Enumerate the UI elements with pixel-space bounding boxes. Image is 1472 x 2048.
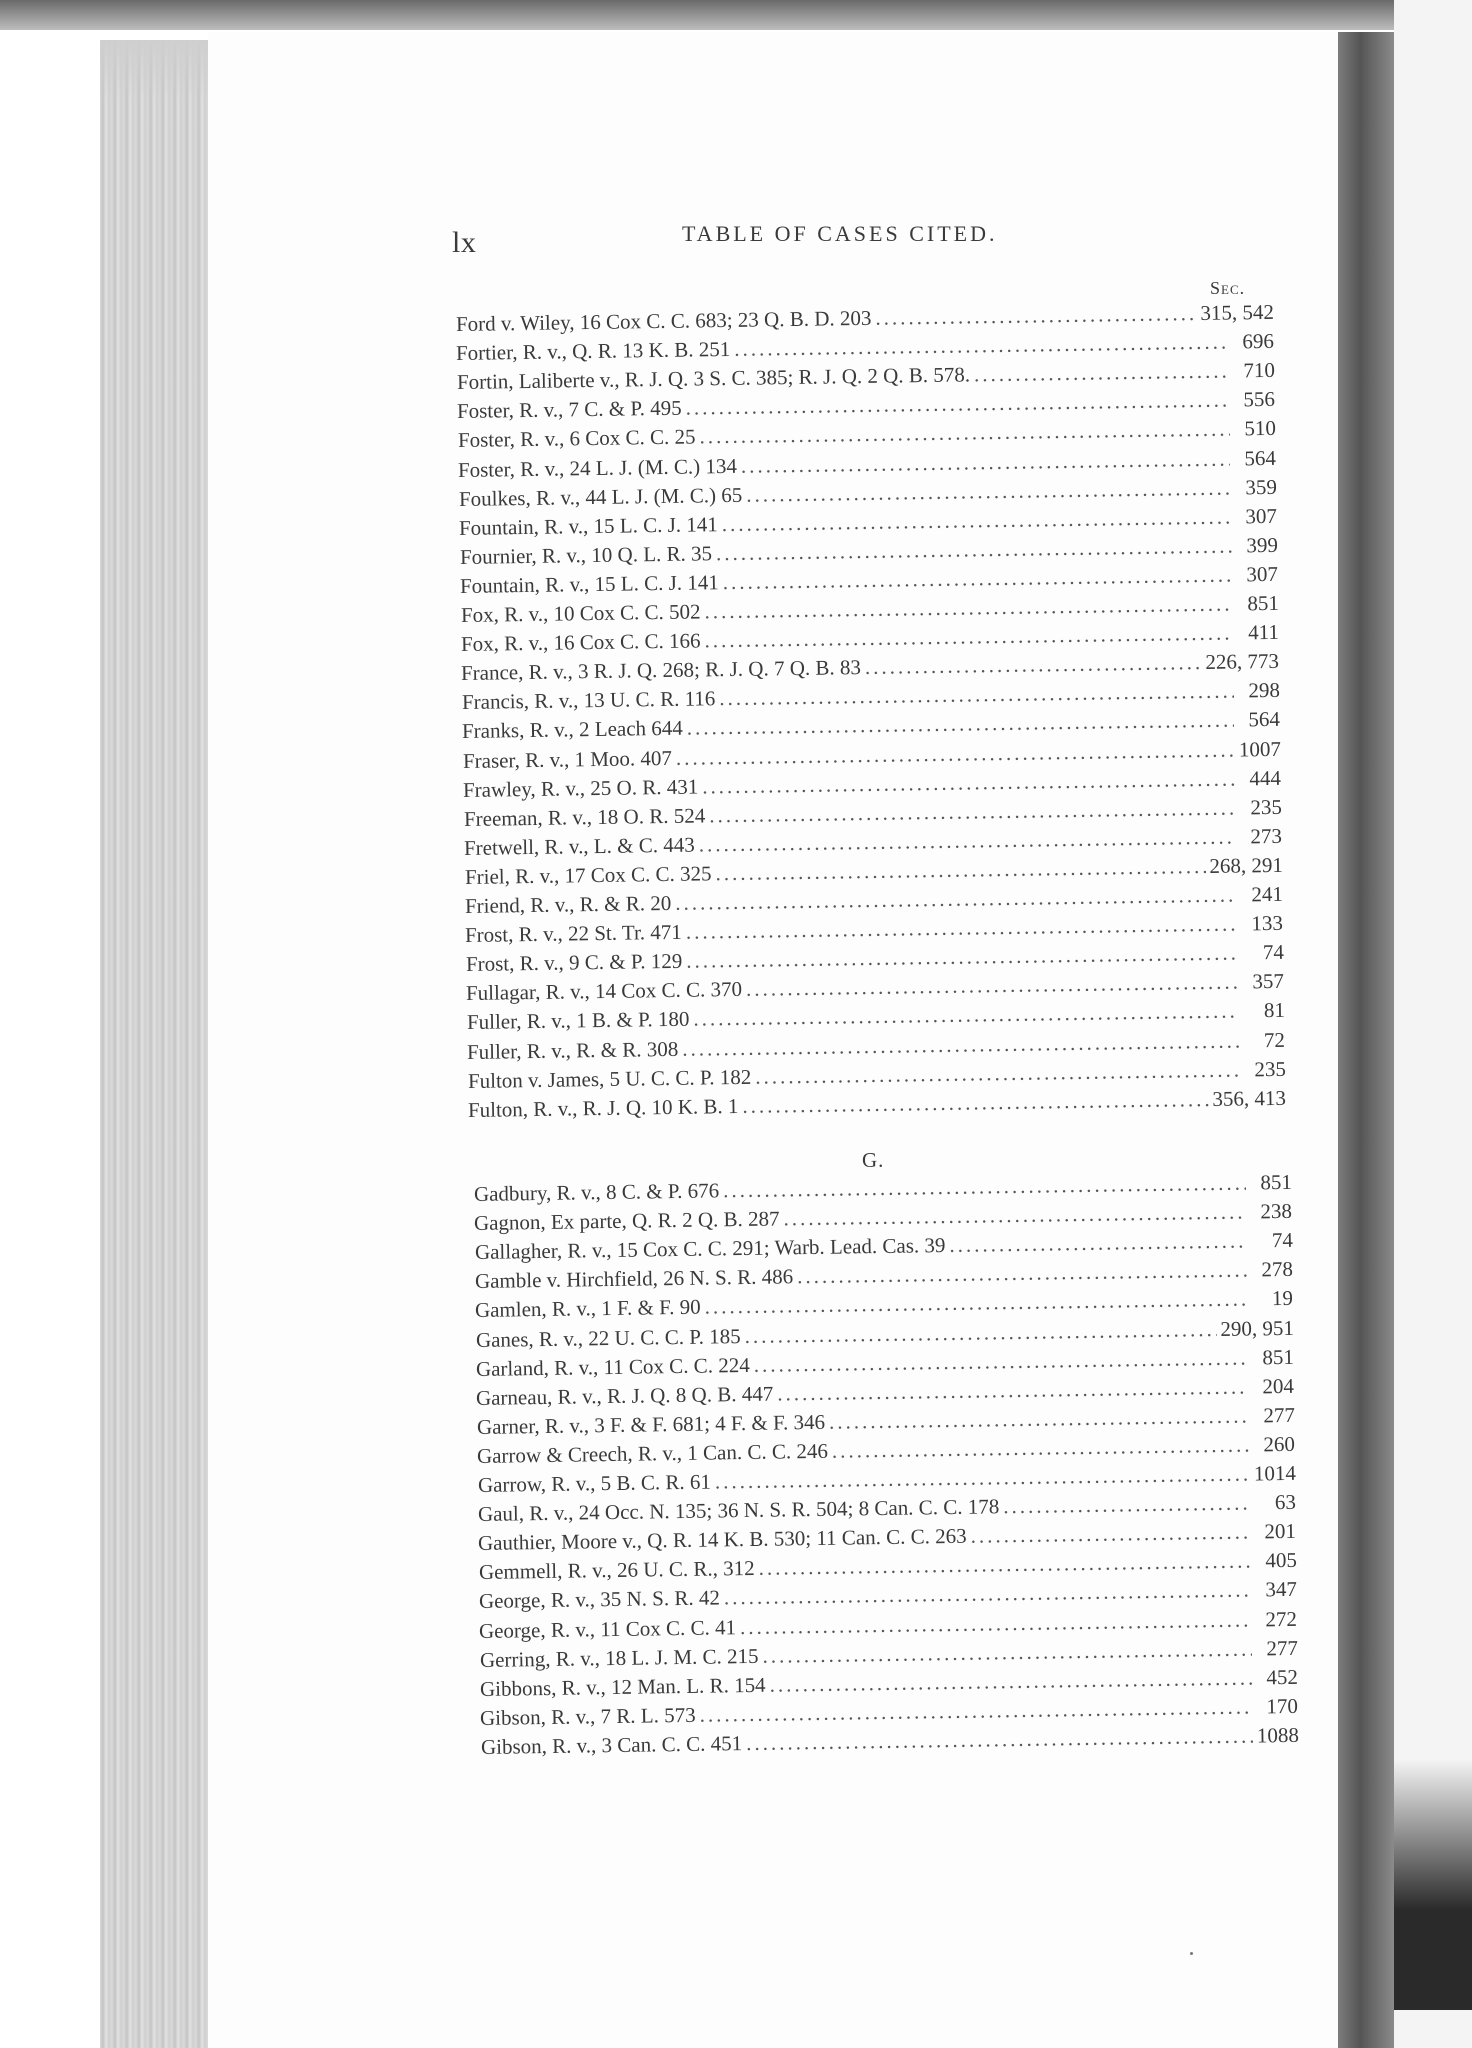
- section-number: 170: [1266, 1693, 1299, 1719]
- dot-leader: [797, 1258, 1247, 1290]
- case-name: Foulkes, R. v., 44 L. J. (M. C.) 65: [458, 482, 743, 511]
- case-name: Friel, R. v., 17 Cox C. C. 325: [464, 861, 712, 889]
- section-number: 444: [1249, 765, 1282, 790]
- case-name: Gaul, R. v., 24 Occ. N. 135; 36 N. S. R. 504; 8 Can. C. C. 178: [477, 1494, 1000, 1527]
- section-number: 74: [1262, 940, 1284, 965]
- dot-leader: [784, 1200, 1247, 1232]
- section-number: 273: [1250, 823, 1283, 849]
- dot-leader: [829, 1403, 1249, 1434]
- case-name: Frost, R. v., 9 C. & P. 129: [465, 948, 683, 977]
- case-name: George, R. v., 35 N. S. R. 42: [478, 1585, 720, 1614]
- section-number: 1088: [1256, 1722, 1299, 1748]
- section-number: 72: [1263, 1027, 1286, 1052]
- case-name: Fountain, R. v., 15 L. C. J. 141: [458, 511, 719, 540]
- case-name: Gibson, R. v., 7 R. L. 573: [480, 1702, 697, 1730]
- section-number: 298: [1248, 678, 1280, 703]
- section-number: 272: [1265, 1606, 1298, 1631]
- page-number: lx: [452, 226, 477, 259]
- section-number: 235: [1249, 794, 1282, 820]
- section-number: 315, 542: [1200, 299, 1275, 325]
- section-column-label: Sec.: [1210, 278, 1246, 298]
- case-name: Fuller, R. v., R. & R. 308: [467, 1036, 679, 1064]
- case-name: Fortin, Laliberte v., R. J. Q. 3 S. C. 385; R. J. Q. 2 Q. B. 578.: [456, 362, 971, 395]
- case-name: Garrow & Creech, R. v., 1 Can. C. C. 246: [476, 1438, 829, 1468]
- case-name: Gadbury, R. v., 8 C. & P. 676: [473, 1178, 720, 1206]
- case-name: Foster, R. v., 6 Cox C. C. 25: [457, 424, 696, 453]
- case-name: Fox, R. v., 16 Cox C. C. 166: [460, 628, 701, 657]
- section-number: 452: [1266, 1664, 1298, 1690]
- section-number: 851: [1246, 590, 1279, 616]
- section-number: 411: [1247, 619, 1279, 645]
- scan-speck: [1190, 1952, 1193, 1955]
- section-number: 851: [1260, 1169, 1293, 1195]
- section-number: 510: [1244, 416, 1276, 441]
- dot-leader: [865, 650, 1202, 680]
- section-number: 399: [1245, 532, 1278, 558]
- case-name: Fretwell, R. v., L. & C. 443: [463, 832, 696, 860]
- section-number: 278: [1261, 1257, 1294, 1282]
- scan-top-edge: [0, 0, 1472, 30]
- section-number: 201: [1264, 1519, 1297, 1544]
- case-name: Gerring, R. v., 18 L. J. M. C. 215: [479, 1643, 759, 1672]
- section-number: 347: [1265, 1577, 1297, 1602]
- case-name: Fulton, R. v., R. J. Q. 10 K. B. 1: [467, 1093, 739, 1122]
- case-name: Franks, R. v., 2 Leach 644: [462, 716, 684, 744]
- dot-leader: [949, 1229, 1247, 1258]
- section-number: 307: [1246, 561, 1279, 587]
- scan-right-bottom-shadow: [1394, 1760, 1472, 2010]
- dot-leader: [974, 359, 1229, 388]
- section-number: 277: [1265, 1635, 1298, 1660]
- section-number: 268, 291: [1208, 852, 1283, 878]
- case-name: Gauthier, Moore v., Q. R. 14 K. B. 530; 11 Can. C. C. 263: [477, 1523, 968, 1556]
- case-name: Gagnon, Ex parte, Q. R. 2 Q. B. 287: [474, 1206, 781, 1236]
- section-number: 260: [1263, 1431, 1296, 1457]
- section-number: 81: [1263, 998, 1285, 1023]
- section-number: 851: [1262, 1344, 1295, 1369]
- section-number: 63: [1274, 1489, 1296, 1515]
- section-number: 74: [1271, 1228, 1293, 1253]
- section-number: 277: [1263, 1402, 1295, 1428]
- book-page-edges: [100, 40, 208, 2048]
- case-name: Fulton v. James, 5 U. C. C. P. 182: [467, 1064, 752, 1093]
- case-name: Garrow, R. v., 5 B. C. R. 61: [477, 1469, 711, 1497]
- case-name: Garneau, R. v., R. J. Q. 8 Q. B. 447: [476, 1381, 774, 1410]
- case-name: Frost, R. v., 22 St. Tr. 471: [465, 919, 683, 948]
- case-name: Gamlen, R. v., 1 F. & F. 90: [475, 1295, 702, 1323]
- section-number: 564: [1244, 445, 1277, 470]
- case-name: Ford v. Wiley, 16 Cox C. C. 683; 23 Q. B. D. 203: [455, 305, 872, 336]
- case-name: Friend, R. v., R. & R. 20: [464, 890, 672, 918]
- section-number: 307: [1245, 503, 1278, 529]
- section-number: 1014: [1253, 1460, 1296, 1486]
- case-name: Gallagher, R. v., 15 Cox C. C. 291; Warb. Lead. Cas. 39: [474, 1233, 946, 1265]
- section-number: 356, 413: [1212, 1085, 1287, 1111]
- case-name: Gemmell, R. v., 26 U. C. R., 312: [478, 1556, 755, 1585]
- case-name: Francis, R. v., 13 U. C. R. 116: [461, 686, 716, 715]
- section-number: 238: [1260, 1198, 1293, 1224]
- section-number: 405: [1264, 1548, 1297, 1573]
- case-name: Ganes, R. v., 22 U. C. C. P. 185: [475, 1323, 741, 1352]
- page-gutter-shadow: [1338, 32, 1394, 2048]
- dot-leader: [875, 301, 1196, 331]
- case-name: Fuller, R. v., 1 B. & P. 180: [466, 1007, 690, 1035]
- dot-leader: [1003, 1491, 1250, 1520]
- case-name: Frawley, R. v., 25 O. R. 431: [462, 774, 699, 802]
- case-name: Fountain, R. v., 15 L. C. J. 141: [459, 570, 719, 598]
- section-number: 204: [1262, 1373, 1295, 1399]
- section-number: 359: [1244, 474, 1277, 499]
- section-number: 226, 773: [1205, 649, 1280, 675]
- section-number: 1007: [1238, 736, 1281, 761]
- section-number: 556: [1243, 387, 1276, 412]
- case-name: Freeman, R. v., 18 O. R. 524: [463, 803, 706, 831]
- case-name: Foster, R. v., 24 L. J. (M. C.) 134: [458, 453, 738, 482]
- section-number: 235: [1253, 1056, 1286, 1081]
- case-name: Fraser, R. v., 1 Moo. 407: [462, 745, 672, 773]
- section-number: 290, 951: [1219, 1315, 1294, 1341]
- letter-heading-g: G.: [862, 1148, 885, 1172]
- scan-right-margin: [1394, 0, 1472, 2048]
- section-number: 357: [1252, 969, 1285, 994]
- section-number: 710: [1243, 358, 1275, 383]
- dot-leader: [971, 1520, 1251, 1549]
- case-name: Fox, R. v., 10 Cox C. C. 502: [460, 599, 701, 627]
- case-name: Fortier, R. v., Q. R. 13 K. B. 251: [456, 337, 731, 366]
- dot-leader: [832, 1432, 1249, 1463]
- case-name: George, R. v., 11 Cox C. C. 41: [479, 1614, 737, 1643]
- section-number: 133: [1251, 910, 1284, 936]
- case-name: Fournier, R. v., 10 Q. L. R. 35: [459, 541, 712, 569]
- section-number: 696: [1242, 328, 1275, 354]
- case-name: Garland, R. v., 11 Cox C. C. 224: [475, 1352, 750, 1381]
- case-name: Foster, R. v., 7 C. & P. 495: [457, 395, 683, 424]
- case-name: Garner, R. v., 3 F. & F. 681; 4 F. & F. 346: [476, 1409, 826, 1439]
- running-head: TABLE OF CASES CITED.: [682, 221, 998, 246]
- case-name: Gibbons, R. v., 12 Man. L. R. 154: [479, 1672, 766, 1701]
- section-number: 564: [1248, 707, 1281, 732]
- case-name: Gibson, R. v., 3 Can. C. C. 451: [480, 1731, 742, 1759]
- section-number: 19: [1272, 1286, 1294, 1311]
- case-name: France, R. v., 3 R. J. Q. 268; R. J. Q. 7 Q. B. 83: [461, 655, 862, 686]
- case-name: Fullagar, R. v., 14 Cox C. C. 370: [466, 977, 743, 1006]
- section-number: 241: [1251, 881, 1284, 907]
- book-edge-shading: [100, 40, 208, 100]
- case-name: Gamble v. Hirchfield, 26 N. S. R. 486: [474, 1264, 794, 1294]
